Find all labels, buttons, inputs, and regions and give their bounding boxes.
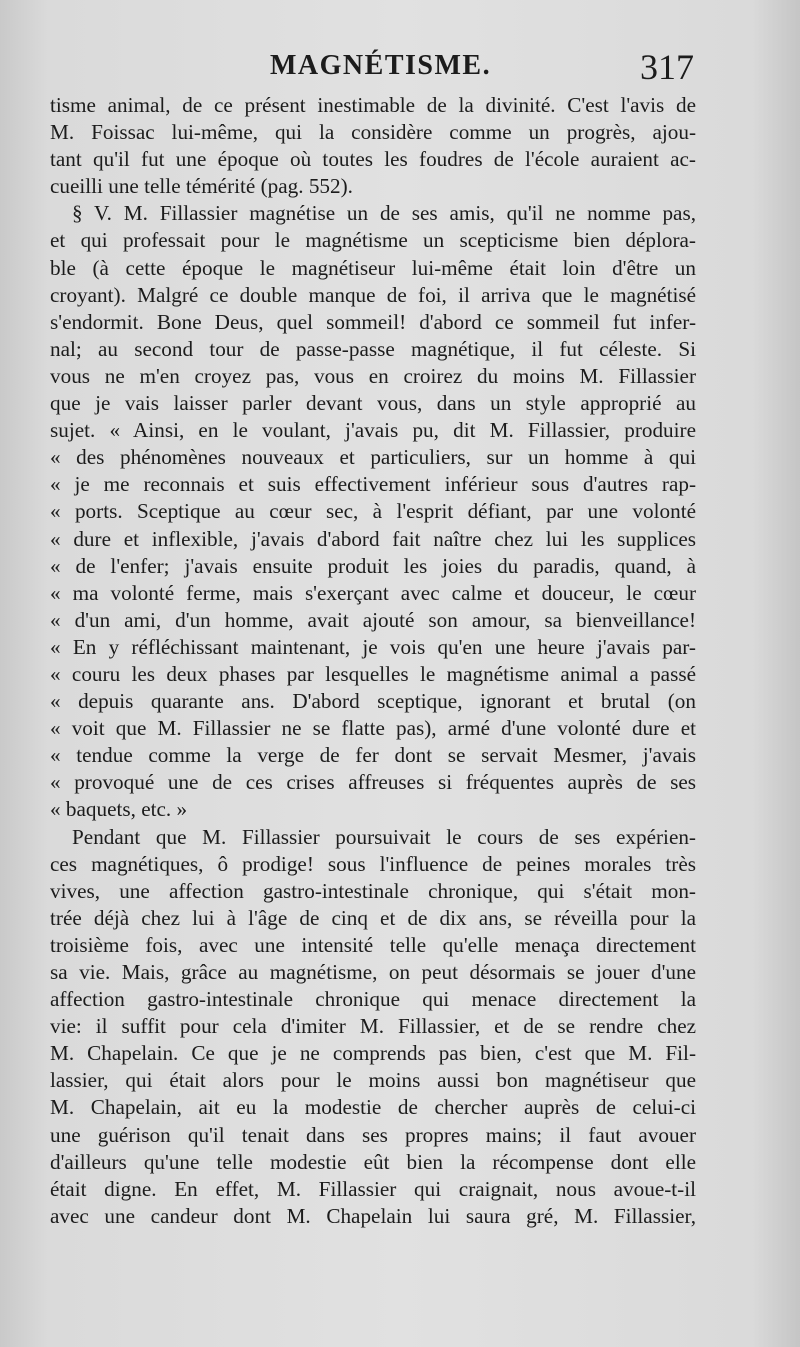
- page-header: [48, 46, 694, 86]
- text-line: Pendant que M. Fillassier poursuivait le cours de ses expérien-: [72, 824, 696, 849]
- text-line: M. Chapelain, ait eu la modestie de chercher auprès de celui-ci: [50, 1095, 696, 1120]
- text-line: vous ne m'en croyez pas, vous en croirez du moins M. Fillassier: [50, 363, 696, 388]
- text-line: cueilli une telle témérité (pag. 552).: [50, 174, 353, 199]
- section-heading-line: § V. M. Fillassier magnétise un de ses amis, qu'il ne nomme pas,: [72, 201, 696, 226]
- quote-line: « d'un ami, d'un homme, avait ajouté son amour, sa bienveillance!: [50, 607, 696, 632]
- quote-line: « couru les deux phases par lesquelles le magnétisme animal a passé: [50, 661, 696, 686]
- text-line: avec une candeur dont M. Chapelain lui saura gré, M. Fillassier,: [50, 1203, 696, 1228]
- text-line: nal; au second tour de passe-passe magnétique, il fut céleste. Si: [50, 336, 696, 361]
- quote-line: « de l'enfer; j'avais ensuite produit les joies du paradis, quand, à: [50, 553, 696, 578]
- quote-line: « ports. Sceptique au cœur sec, à l'esprit défiant, par une volonté: [50, 499, 696, 524]
- quote-line: « dure et inflexible, j'avais d'abord fait naître chez lui les supplices: [50, 526, 696, 551]
- text-line: M. Chapelain. Ce que je ne comprends pas bien, c'est que M. Fil-: [50, 1041, 696, 1066]
- text-line: ces magnétiques, ô prodige! sous l'influence de peines morales très: [50, 851, 696, 876]
- text-line: vives, une affection gastro-intestinale chronique, qui s'était mon-: [50, 878, 696, 903]
- text-line: croyant). Malgré ce double manque de foi, il arriva que le magnétisé: [50, 282, 696, 307]
- quote-line: « baquets, etc. »: [50, 797, 188, 822]
- quote-line: « depuis quarante ans. D'abord sceptique, ignorant et brutal (on: [50, 689, 696, 714]
- text-line: troisième fois, avec une intensité telle qu'elle menaça directement: [50, 932, 696, 957]
- text-line: tisme animal, de ce présent inestimable de la divinité. C'est l'avis de: [50, 93, 696, 117]
- body-text: [50, 92, 696, 1230]
- quote-line: « En y réfléchissant maintenant, je vois qu'en une heure j'avais par-: [50, 634, 696, 659]
- quote-line: « provoqué une de ces crises affreuses si fréquentes auprès de ses: [50, 770, 696, 795]
- quote-line: « je me reconnais et suis effectivement inférieur sous d'autres rap-: [50, 472, 696, 497]
- text-line: sujet. « Ainsi, en le voulant, j'avais pu, dit M. Fillassier, produire: [50, 418, 696, 443]
- text-line: M. Foissac lui-même, qui la considère comme un progrès, ajou-: [50, 120, 696, 145]
- text-line: ble (à cette époque le magnétiseur lui-même était loin d'être un: [50, 255, 696, 280]
- page-number: 317: [640, 47, 694, 87]
- text-line: tant qu'il fut une époque où toutes les foudres de l'école auraient ac-: [50, 147, 696, 172]
- quote-line: « des phénomènes nouveaux et particuliers, sur un homme à qui: [50, 445, 696, 470]
- text-line: que je vais laisser parler devant vous, dans un style approprié au: [50, 391, 696, 416]
- text-line: vie: il suffit pour cela d'imiter M. Fillassier, et de se rendre chez: [50, 1014, 696, 1039]
- running-title: MAGNÉTISME.: [270, 50, 492, 81]
- quote-line: « ma volonté ferme, mais s'exerçant avec calme et douceur, le cœur: [50, 580, 696, 605]
- text-line: et qui professait pour le magnétisme un scepticisme bien déplora-: [50, 228, 696, 253]
- quote-line: « tendue comme la verge de fer dont se servait Mesmer, j'avais: [50, 743, 696, 768]
- text-line: une guérison qu'il tenait dans ses propres mains; il faut avouer: [50, 1122, 696, 1147]
- text-line: s'endormit. Bone Deus, quel sommeil! d'abord ce sommeil fut infer-: [50, 309, 696, 334]
- text-line: sa vie. Mais, grâce au magnétisme, on peut désormais se jouer d'une: [50, 960, 696, 984]
- text-line: affection gastro-intestinale chronique qui menace directement la: [50, 987, 696, 1012]
- text-line: d'ailleurs qu'une telle modestie eût bien la récompense dont elle: [50, 1149, 696, 1174]
- text-line: trée déjà chez lui à l'âge de cinq et de dix ans, se réveilla pour la: [50, 905, 696, 930]
- quote-line: « voit que M. Fillassier ne se flatte pas), armé d'une volonté dure et: [50, 716, 696, 741]
- text-line: était digne. En effet, M. Fillassier qui craignait, nous avoue-t-il: [50, 1176, 696, 1201]
- text-line: lassier, qui était alors pour le moins aussi bon magnétiseur que: [50, 1068, 696, 1093]
